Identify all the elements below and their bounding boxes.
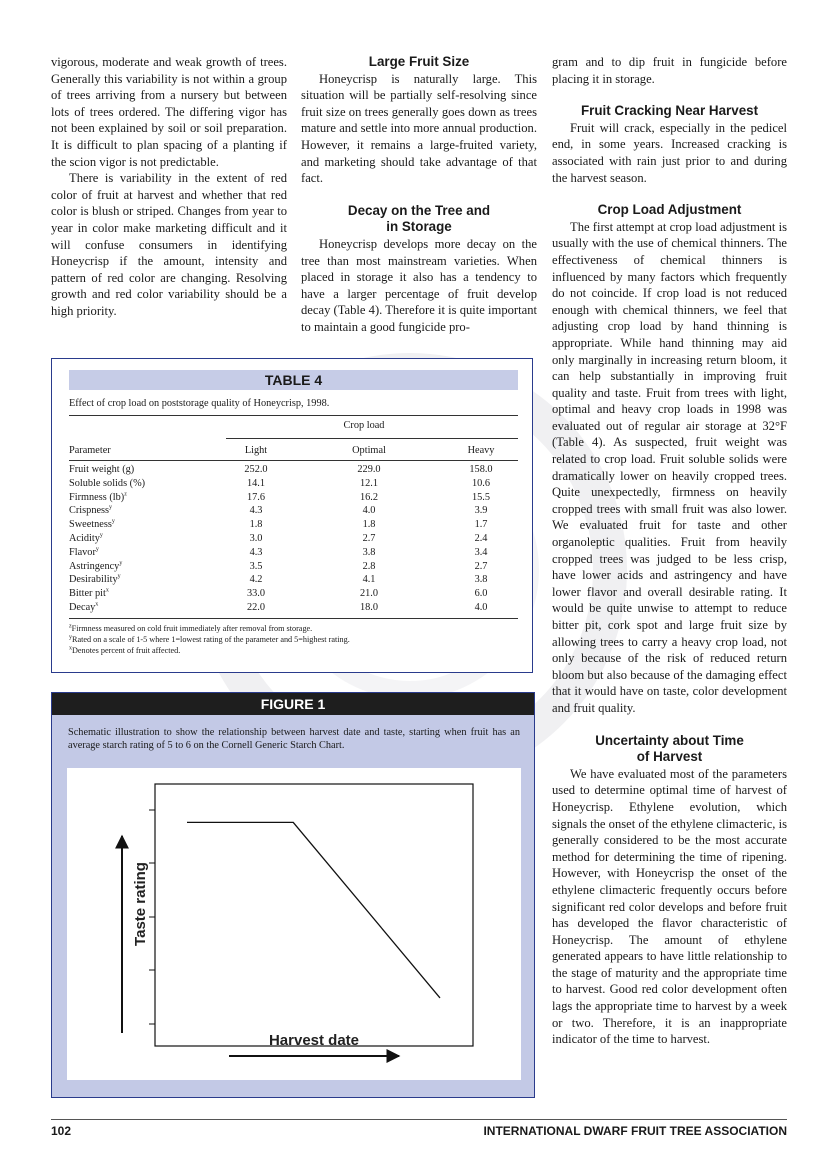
cell-text: 3.0 xyxy=(249,533,263,544)
column-header: Optimal xyxy=(352,445,386,456)
figure-title: FIGURE 1 xyxy=(52,693,534,715)
figure-plot-area xyxy=(67,768,521,1080)
table-group-header: Crop load xyxy=(343,420,385,431)
column-header: Heavy xyxy=(467,445,495,456)
table-cell xyxy=(69,560,122,574)
section-heading: Fruit Cracking Near Harvest xyxy=(580,103,759,119)
footnote-text: Denotes percent of fruit affected. xyxy=(72,646,181,655)
figure-1 xyxy=(51,692,535,1098)
column-header: Light xyxy=(244,445,268,456)
table-cell xyxy=(226,518,286,532)
cell-text: 10.6 xyxy=(471,477,491,489)
cell-text: 4.1 xyxy=(362,574,376,586)
cell-text: 2.8 xyxy=(362,560,376,572)
footnote-marker: y xyxy=(69,634,72,641)
cell-text: Flavor xyxy=(69,546,96,558)
table-cell xyxy=(69,504,112,518)
table-row xyxy=(69,587,518,601)
table-cell xyxy=(451,532,511,546)
page-number: 102 xyxy=(51,1124,72,1138)
footnote-marker: x xyxy=(95,601,99,608)
table-rule xyxy=(69,415,518,416)
table-cell xyxy=(226,546,286,560)
table-cell xyxy=(339,504,399,518)
cell-text: 2.7 xyxy=(362,533,376,544)
cell-text: Soluble solids (%) xyxy=(69,477,146,489)
table-cell xyxy=(339,587,399,601)
cell-text: 229.0 xyxy=(357,464,381,475)
table-cell xyxy=(451,491,511,505)
table-rule xyxy=(69,460,518,461)
table-rule xyxy=(69,618,518,619)
cell-text: Astringency xyxy=(69,560,120,572)
table-cell xyxy=(339,546,399,560)
table-cell xyxy=(451,518,511,532)
cell-text: 6.0 xyxy=(474,588,488,600)
section-heading: Uncertainty about Time of Harvest xyxy=(595,732,744,765)
table-cell xyxy=(339,491,399,505)
paragraph: Honeycrisp develops more decay on the tree than most mainstream varieties. When placed in storage it also has a tendency to have a larger percentage of fruit develop decay (Table 4). Therefore it is quite important to maintain a good fungicide pro- xyxy=(301,236,537,334)
table-cell xyxy=(69,546,99,560)
plot-frame xyxy=(155,784,473,1046)
cell-text: 3.8 xyxy=(474,574,488,586)
table-cell xyxy=(69,587,109,601)
table-cell xyxy=(451,587,511,601)
footnote-text: Rated on a scale of 1-5 where 1=lowest rating of the parameter and 5=highest rating. xyxy=(72,635,350,644)
figure-caption: Schematic illustration to show the relationship between harvest date and taste, starting when fruit has an average starch rating of 5 to 6 on the Cornell Generic Starch Chart. xyxy=(68,727,520,751)
cell-text: 12.1 xyxy=(359,477,379,489)
cell-text: 252.0 xyxy=(244,464,268,475)
table-cell xyxy=(451,573,511,587)
cell-text: 2.7 xyxy=(474,560,488,572)
table-footnote xyxy=(69,623,518,634)
footnote-marker: y xyxy=(109,504,113,511)
text-column-1 xyxy=(51,54,287,320)
cell-text: Bitter pit xyxy=(69,588,106,600)
table-cell xyxy=(451,477,511,491)
section-heading: Crop Load Adjustment xyxy=(597,202,742,218)
cell-text: 1.7 xyxy=(474,519,488,531)
table-row xyxy=(69,477,518,491)
cell-text: 3.8 xyxy=(362,546,376,558)
cell-text: 4.3 xyxy=(249,505,263,517)
table-cell xyxy=(339,477,399,491)
footnote-marker: z xyxy=(69,623,72,630)
table-cell xyxy=(339,573,399,587)
table-footnote xyxy=(69,645,518,656)
table-4 xyxy=(51,358,533,673)
footnote-marker: z xyxy=(124,491,127,498)
table-cell xyxy=(69,463,134,477)
table-cell xyxy=(339,463,399,477)
paragraph: We have evaluated most of the parameters used to determine optimal time of harvest of Honeycrisp. Ethylene evolution, which signals the onset of the ethylene climacteric, is generally considered to be the most accurate method for determining the time of ripening. However, with Honeycrisp the onset of the ethylene climacteric frequently occurs before significant red color develops and before fruit has developed the flavor characteristic of Honeycrisp. The amount of ethylene generated appears to have little relationship to the stage of maturity and the appropriate time to harvest. Good red color development often lags the appropriate time to harvest by a week or two. Therefore, it is an inappropriate indicator of the time to harvest. xyxy=(552,766,788,1047)
cell-text: 22.0 xyxy=(246,602,266,613)
table-row xyxy=(69,601,518,615)
x-axis-label: Harvest date xyxy=(268,1032,360,1049)
footer-rule xyxy=(51,1119,787,1120)
table-cell xyxy=(451,560,511,574)
cell-text: 15.5 xyxy=(471,491,491,503)
table-cell xyxy=(226,573,286,587)
paragraph: vigorous, moderate and weak growth of trees. Generally this variability is not within a group of trees arriving from a nursery but between lots of trees ordered. The differing vigor has not been explained by soil or soil preparation. It is difficult to plan spacing of a planting if the scion vigor is not predictable. xyxy=(51,55,287,169)
table-cell xyxy=(226,587,286,601)
section-heading: Decay on the Tree and in Storage xyxy=(347,202,491,235)
table-cell xyxy=(339,560,399,574)
paragraph: Honeycrisp is naturally large. This situation will be partially self-resolving since fruit size on trees generally goes down as trees mature and settle into more annual production. However, it remains a large-fruited variety, and marketing should take advantage of that fact. xyxy=(301,71,537,186)
table-cell xyxy=(451,546,511,560)
paragraph: The first attempt at crop load adjustment is usually with the use of chemical thinners. The effectiveness of chemical thinners is influenced by many factors which frequently do not coincide. If crop load is not reduced enough with chemical thinners, we feel that adjusting crop load by hand thinning is appropriate. While hand thinning may aid only marginally in increasing return bloom, it can help substantially in improving fruit quality and taste. Fruit from trees with light, optimal and heavy crop loads in 1998 was evaluated out of regular air storage at 32°F (Table 4). As suspected, fruit weight was related to crop load. Fruit soluble solids were dramatically lower on heavily cropped trees. Quite unexpectedly, firmness on heavily cropped trees with small fruit was also lower. We evaluated fruit for taste and other organoleptic qualities. Fruit from heavily cropped trees was judged to be less crisp, have lower acids and astringency and have lower flavor and overall desirable rating. It would be quite unwise to attempt to reduce bitter pit, cork spot and large fruit size by allowing trees to carry a heavy crop load, not only because of the risk of reduced return bloom but also because of the damaging effect that it would have on taste, color development and fruit quality. xyxy=(552,219,787,715)
table-footnote xyxy=(69,634,518,645)
cell-text: Sweetness xyxy=(69,519,112,531)
cell-text: 158.0 xyxy=(469,464,493,475)
cell-text: 3.9 xyxy=(474,505,488,517)
table-row xyxy=(69,518,518,532)
cell-text: 4.2 xyxy=(249,574,263,586)
text-column-3 xyxy=(552,54,787,1048)
table-cell xyxy=(226,463,286,477)
footnote-marker: y xyxy=(95,546,99,553)
footnote-text: Firmness measured on cold fruit immediately after removal from storage. xyxy=(71,624,313,633)
column-header: Parameter xyxy=(69,445,111,456)
table-cell xyxy=(69,532,103,546)
table-cell xyxy=(451,504,511,518)
table-row xyxy=(69,546,518,560)
table-cell xyxy=(451,601,511,615)
paragraph: Fruit will crack, especially in the pedicel end, in some years. Increased cracking is associated with rain just prior to and during the harvest season. xyxy=(552,120,787,185)
table-cell xyxy=(339,601,399,615)
footnote-marker: x xyxy=(69,645,72,652)
cell-text: 4.0 xyxy=(362,505,376,517)
table-cell xyxy=(226,491,286,505)
table-cell xyxy=(226,504,286,518)
footer-organization: INTERNATIONAL DWARF FRUIT TREE ASSOCIATION xyxy=(483,1124,787,1138)
footnote-marker: y xyxy=(99,532,103,539)
y-axis-label: Taste rating xyxy=(132,862,149,946)
table-cell xyxy=(69,518,115,532)
cell-text: 3.5 xyxy=(249,560,263,572)
table-cell xyxy=(339,532,399,546)
table-cell xyxy=(226,560,286,574)
table-title: TABLE 4 xyxy=(69,370,518,390)
cell-text: 4.0 xyxy=(474,602,488,613)
cell-text: 14.1 xyxy=(246,477,266,489)
series-line-taste xyxy=(187,822,440,998)
table-cell xyxy=(451,463,511,477)
table-row xyxy=(69,573,518,587)
table-caption: Effect of crop load on poststorage quality of Honeycrisp, 1998. xyxy=(69,398,330,409)
table-row xyxy=(69,560,518,574)
cell-text: 21.0 xyxy=(359,588,379,600)
table-cell xyxy=(226,477,286,491)
table-cell xyxy=(69,491,127,505)
line-chart xyxy=(67,768,521,1080)
cell-text: Acidity xyxy=(69,533,100,544)
table-cell xyxy=(69,477,145,491)
table-cell xyxy=(69,573,121,587)
cell-text: Decay xyxy=(69,602,96,613)
text-column-2 xyxy=(301,54,537,336)
table-row xyxy=(69,532,518,546)
cell-text: Firmness (lb) xyxy=(69,491,125,503)
table-header-row xyxy=(69,444,518,458)
footnote-marker: x xyxy=(105,587,109,594)
table-row xyxy=(69,491,518,505)
cell-text: Crispness xyxy=(69,505,110,517)
footnote-marker: y xyxy=(111,518,115,525)
cell-text: Desirability xyxy=(69,574,118,586)
cell-text: 16.2 xyxy=(359,491,379,503)
cell-text: 17.6 xyxy=(246,491,266,503)
footnote-marker: y xyxy=(117,573,121,580)
table-row xyxy=(69,463,518,477)
cell-text: Fruit weight (g) xyxy=(69,464,135,475)
table-cell xyxy=(226,601,286,615)
table-cell xyxy=(226,532,286,546)
paragraph: gram and to dip fruit in fungicide before placing it in storage. xyxy=(552,55,787,86)
cell-text: 4.3 xyxy=(249,546,263,558)
section-heading: Large Fruit Size xyxy=(368,54,470,69)
table-rule xyxy=(226,438,518,439)
cell-text: 1.8 xyxy=(362,519,376,531)
footnote-marker: y xyxy=(119,560,123,567)
table-row xyxy=(69,504,518,518)
cell-text: 1.8 xyxy=(249,519,263,531)
cell-text: 3.4 xyxy=(474,546,488,558)
cell-text: 18.0 xyxy=(359,602,379,613)
cell-text: 33.0 xyxy=(246,588,266,600)
paragraph: There is variability in the extent of red color of fruit at harvest and whether that red color is blush or striped. Changes from year to year in color make marketing difficult and it will confuse consumers in identifying Honeycrisp if the amount, intensity and pattern of red color are changing. Resolving growth and red color variability should be a high priority. xyxy=(51,171,287,318)
cell-text: 2.4 xyxy=(474,533,488,544)
table-cell xyxy=(69,601,98,615)
table-cell xyxy=(339,518,399,532)
